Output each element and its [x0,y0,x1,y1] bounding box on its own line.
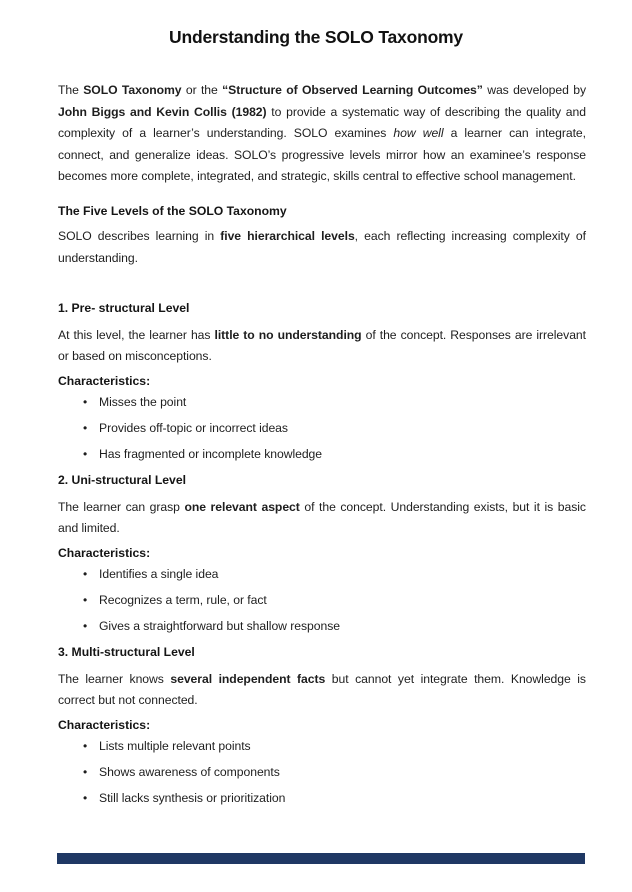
level-2-heading: 2. Uni-structural Level [58,473,187,487]
italic-text-run: how well [393,126,444,140]
level-1-description [58,325,586,368]
level-3-heading: 3. Multi-structural Level [58,645,195,659]
text-run: but cannot yet integrate them. Knowledge is correct but not connected. [58,671,586,707]
next-table-header-sliver [57,853,585,864]
level-1-bullet-list [58,392,586,466]
five-levels-paragraph [58,226,586,269]
bold-text-run: several independent facts [170,671,326,686]
bold-text-run: one relevant aspect [184,499,300,514]
page-title: Understanding the SOLO Taxonomy [169,27,463,47]
bold-text-run: “Structure of Observed Learning Outcomes” [222,83,483,97]
text-run: to provide a systematic way of describing the quality and complexity of a learner’s understanding. SOLO examines [58,104,586,140]
bullet-item: • Misses the point [99,392,586,414]
bullet-item: • Recognizes a term, rule, or fact [99,590,586,612]
intro-paragraph [58,80,586,188]
bold-text-run: five hierarchical levels [220,229,355,243]
text-run: The [58,83,84,97]
level-1-heading: 1. Pre- structural Level [58,301,190,315]
text-run: of the concept. Responses are irrelevant or based on misconceptions. [58,327,586,363]
level-2-description [58,497,586,540]
bullet-item: • Gives a straightforward but shallow response [99,616,586,638]
text-run: , each reflecting increasing complexity of understanding. [58,229,586,265]
bold-text-run: John Biggs and Kevin Collis (1982) [58,104,267,119]
characteristics-label: Characteristics: [58,373,151,388]
text-run: was developed by [482,83,586,97]
bold-text-run: SOLO Taxonomy [83,83,182,97]
level-3-bullet-list [58,736,586,810]
level-2-bullet-list [58,564,586,638]
text-run: SOLO describes learning in [58,229,221,243]
characteristics-label: Characteristics: [58,545,151,560]
level-section-prestructural [58,298,586,466]
bullet-item: • Identifies a single idea [99,564,586,586]
text-run: The learner knows [58,671,171,686]
five-levels-heading: The Five Levels of the SOLO Taxonomy [58,203,287,218]
text-run: The learner can grasp [58,499,185,514]
bullet-item: • Still lacks synthesis or prioritization [99,788,586,810]
bullet-item: • Lists multiple relevant points [99,736,586,758]
level-section-unistructural [58,470,586,638]
level-section-multistructural [58,642,586,810]
level-3-description [58,669,586,712]
bullet-item: • Has fragmented or incomplete knowledge [99,444,586,466]
text-run: At this level, the learner has [58,327,215,342]
characteristics-label: Characteristics: [58,717,151,732]
text-run: of the concept. Understanding exists, but it is basic and limited. [58,499,586,535]
bullet-item: • Provides off-topic or incorrect ideas [99,418,586,440]
text-run: or the [181,83,223,97]
bold-text-run: little to no understanding [214,327,362,342]
bullet-item: • Shows awareness of components [99,762,586,784]
text-run: a learner can integrate, connect, and generalize ideas. SOLO’s progressive levels mirror how an examinee’s response becomes more complete, integrated, and strategic, skills central to effective school management. [58,126,586,183]
